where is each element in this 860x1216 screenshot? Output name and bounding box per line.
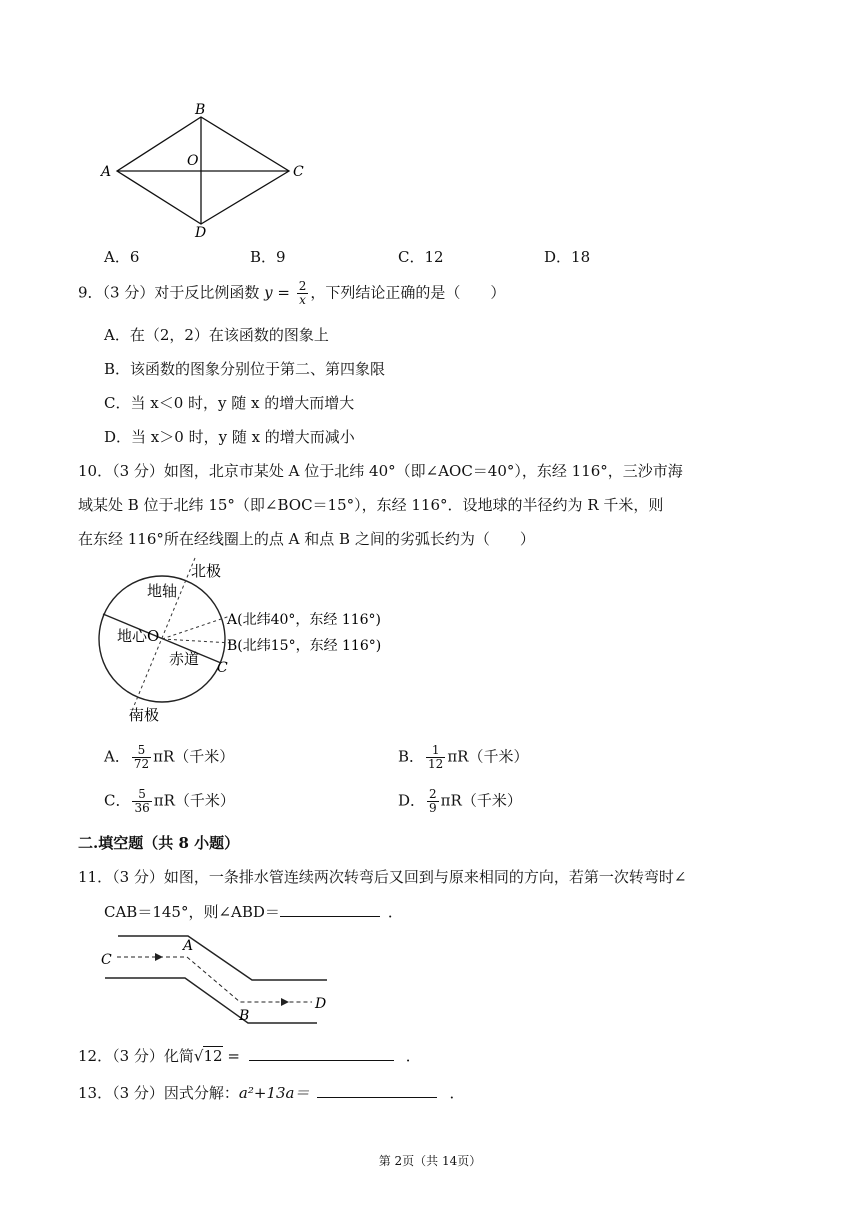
question-score: （3 分）: [112, 868, 164, 886]
option-key: B．: [250, 248, 277, 266]
q10-line-1: [78, 460, 683, 481]
point-a-label: A: [183, 938, 194, 954]
stem-text: ．: [405, 1047, 421, 1065]
point-c-label: C: [101, 952, 112, 968]
center-o-label: O: [187, 153, 199, 169]
q8-option-b: [250, 246, 286, 267]
fraction: [132, 788, 151, 815]
question-number: 9．: [78, 283, 103, 302]
math-equals: =: [272, 283, 295, 302]
fraction-numerator: 2: [429, 787, 437, 801]
question-number: 13．: [78, 1084, 113, 1102]
question-score: （3 分）: [112, 462, 164, 480]
q12: [78, 1044, 421, 1066]
option-text: 在（2，2）在该函数的图象上: [129, 326, 329, 344]
question-score: （3 分）: [102, 283, 155, 302]
option-key: A．: [104, 747, 130, 766]
option-text: πR（千米）: [153, 747, 235, 766]
q8-option-a: [104, 246, 139, 267]
stem-text: 如图，北京市某处 A 位于北纬 40°（即∠AOC＝40°），东经 116°，三沙市海: [163, 462, 683, 480]
pipe-figure: [95, 928, 345, 1028]
sqrt-radicand: 12: [203, 1047, 223, 1065]
sqrt-sign: √: [193, 1047, 204, 1065]
q11-line-2: [104, 900, 403, 922]
q10-option-d: [398, 788, 522, 815]
stem-text: ．: [449, 1084, 465, 1102]
equator-label: 赤道: [169, 650, 200, 668]
fraction: [426, 744, 445, 771]
fraction: [427, 788, 439, 815]
point-b-label: B(北纬15°，东经 116°): [227, 638, 382, 654]
section-title: 二.填空题（共 8 小题）: [78, 834, 240, 852]
fraction-numerator: 2: [298, 279, 307, 293]
option-text: 该函数的图象分别位于第二、第四象限: [130, 360, 386, 378]
option-text: πR（千米）: [447, 747, 529, 766]
stem-text: ．: [387, 903, 403, 921]
vertex-a-label: A: [101, 164, 112, 180]
fraction-numerator: 1: [426, 744, 445, 758]
north-pole-label: 北极: [191, 562, 222, 580]
point-c-label: C: [217, 660, 228, 676]
stem-text: 因式分解：: [163, 1084, 239, 1102]
option-key: C．: [104, 394, 131, 412]
fraction-denominator: 36: [134, 801, 150, 815]
stem-text: CAB＝145°，则∠ABD＝: [104, 903, 280, 921]
answer-blank[interactable]: [249, 1044, 394, 1061]
q9-option-d: [104, 426, 355, 447]
fraction-denominator: 12: [428, 757, 444, 771]
math-equals: =: [222, 1047, 245, 1065]
q9-option-c: [104, 392, 354, 413]
q8-option-c: [398, 246, 444, 267]
vertex-c-label: C: [293, 164, 304, 180]
fraction: [297, 280, 309, 307]
fraction-denominator: 72: [133, 757, 150, 771]
option-text: πR（千米）: [440, 791, 522, 810]
q10-option-a: [104, 744, 234, 771]
option-text: 9: [276, 248, 286, 266]
point-a-label: A(北纬40°，东经 116°): [227, 612, 382, 628]
q9-stem: [78, 280, 505, 307]
option-key: B．: [398, 747, 425, 766]
option-key: D．: [544, 248, 572, 266]
option-text: 18: [571, 248, 591, 266]
option-key: B．: [104, 360, 131, 378]
question-number: 11．: [78, 868, 113, 886]
q11-line-1: [78, 866, 686, 887]
option-key: A．: [104, 326, 130, 344]
question-number: 12．: [78, 1047, 113, 1065]
q9-option-b: [104, 358, 385, 379]
fraction-denominator: 9: [429, 801, 437, 815]
q8-option-d: [544, 246, 590, 267]
q10-option-b: [398, 744, 528, 771]
answer-blank[interactable]: [317, 1081, 437, 1098]
point-b-label: B: [239, 1008, 250, 1024]
math-variable: y: [264, 283, 273, 302]
math-expression: a²+13a＝: [238, 1084, 310, 1102]
point-d-label: D: [315, 996, 327, 1012]
fraction-denominator: x: [299, 293, 306, 307]
stem-text: 对于反比例函数: [154, 283, 265, 302]
stem-text: 域某处 B 位于北纬 15°（即∠BOC＝15°），东经 116°．设地球的半径约为 R 千米，则: [78, 496, 664, 514]
option-text: 当 x＞0 时，y 随 x 的增大而减小: [131, 428, 355, 446]
question-score: （3 分）: [112, 1047, 164, 1065]
vertex-b-label: B: [195, 102, 206, 118]
earth-center-label: 地心O: [117, 627, 160, 645]
question-number: 10．: [78, 462, 113, 480]
q10-line-3: [78, 528, 535, 549]
fraction-numerator: 5: [132, 744, 151, 758]
option-key: C．: [398, 248, 425, 266]
fraction-numerator: 5: [132, 788, 151, 802]
option-key: D．: [398, 791, 426, 810]
stem-text: ，下列结论正确的是（ ）: [310, 283, 506, 302]
answer-blank[interactable]: [280, 900, 380, 917]
earth-figure: [95, 556, 395, 726]
option-text: 6: [129, 248, 140, 266]
stem-text: 在东经 116°所在经线圈上的点 A 和点 B 之间的劣弧长约为（ ）: [78, 530, 535, 548]
option-key: C．: [104, 791, 131, 810]
q9-option-a: [104, 324, 329, 345]
option-key: D．: [104, 428, 132, 446]
option-text: 当 x＜0 时，y 随 x 的增大而增大: [130, 394, 355, 412]
q10-line-2: [78, 494, 663, 515]
q10-option-c: [104, 788, 235, 815]
rhombus-figure: [95, 100, 315, 240]
earth-axis-label: 地轴: [147, 582, 178, 600]
option-key: A．: [104, 248, 130, 266]
option-text: πR（千米）: [153, 791, 235, 810]
stem-text: 化简: [163, 1047, 194, 1065]
stem-text: 如图，一条排水管连续两次转弯后又回到与原来相同的方向，若第一次转弯时∠: [163, 868, 687, 886]
question-score: （3 分）: [112, 1084, 164, 1102]
option-text: 12: [424, 248, 444, 266]
vertex-d-label: D: [195, 225, 207, 240]
fraction: [132, 744, 151, 771]
q13: [78, 1081, 465, 1103]
page-footer: 第 2页（共 14页）: [378, 1154, 482, 1168]
south-pole-label: 南极: [129, 706, 160, 724]
